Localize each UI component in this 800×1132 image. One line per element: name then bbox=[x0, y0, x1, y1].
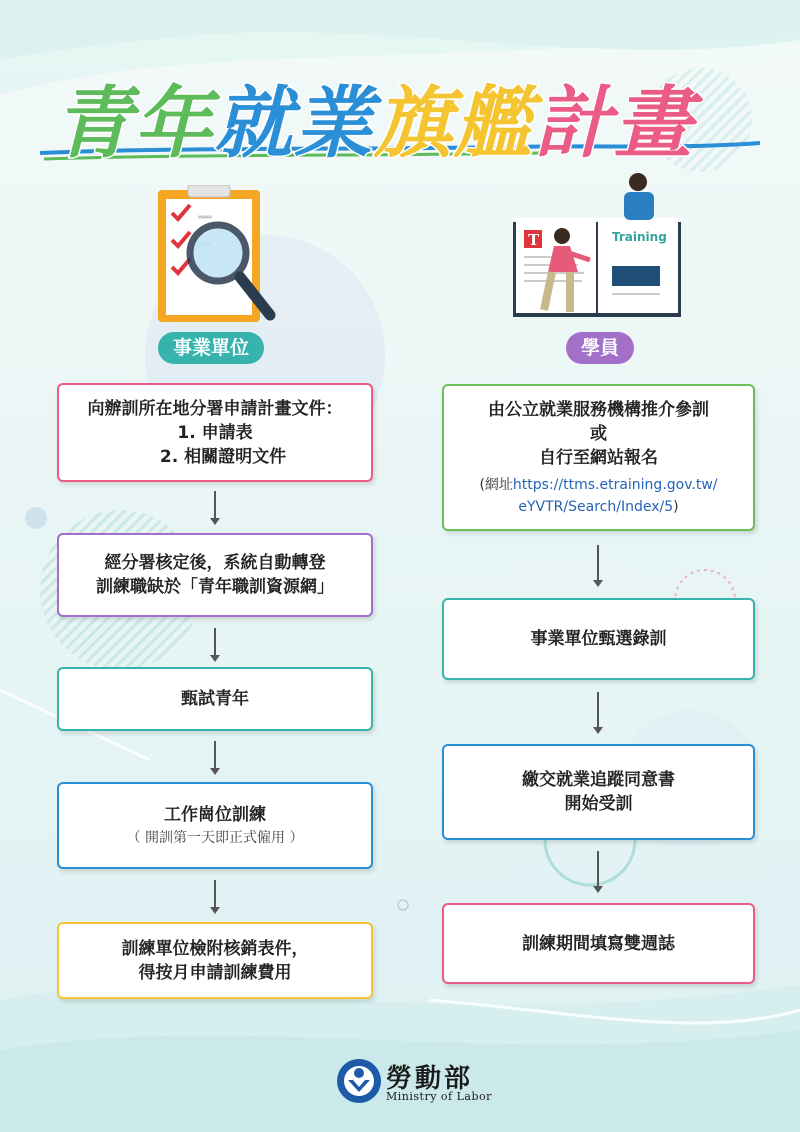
trainee-step-1 bbox=[442, 384, 755, 531]
svg-text:Training: Training bbox=[612, 230, 667, 244]
employer-step-1 bbox=[57, 383, 373, 482]
employer-step-2-line-1: 經分署核定後，系統自動轉登 bbox=[104, 553, 326, 573]
trainee-label: 學員 bbox=[566, 332, 634, 364]
page-title bbox=[54, 61, 694, 173]
employer-step-1-item-1: 1. 申請表 bbox=[177, 422, 253, 443]
ministry-name: 勞動部 bbox=[386, 1064, 474, 1094]
title-part-4: 計畫 bbox=[534, 79, 695, 169]
trainee-step-1-line-3: 自行至網站報名 bbox=[539, 447, 658, 468]
arrow-down bbox=[210, 880, 220, 914]
trainee-step-3 bbox=[442, 744, 755, 840]
url-prefix: (網址 bbox=[479, 476, 513, 493]
ministry-of-labor-logo-icon bbox=[336, 1058, 382, 1104]
title-part-3: 旗艦 bbox=[374, 79, 535, 169]
trainee-step-2 bbox=[442, 598, 755, 680]
arrow-down bbox=[210, 491, 220, 525]
employer-step-1-item-2: 2. 相關證明文件 bbox=[159, 446, 287, 467]
employer-step-5 bbox=[57, 922, 373, 999]
trainee-step-3-line-1: 繳交就業追蹤同意書 bbox=[522, 770, 675, 790]
employer-step-4 bbox=[57, 782, 373, 869]
checklist-magnifier-icon bbox=[150, 185, 280, 330]
trainee-step-2-text: 事業單位甄選錄訓 bbox=[530, 629, 667, 649]
url-link-part-1[interactable]: https://ttms.etraining.gov.tw/ bbox=[512, 476, 718, 493]
arrow-down bbox=[210, 628, 220, 662]
arrow-down bbox=[593, 692, 603, 734]
trainee-step-1-line-1: 由公立就業服務機構推介參訓 bbox=[488, 399, 709, 420]
title-banner bbox=[40, 55, 760, 169]
trainee-step-1-or: 或 bbox=[590, 423, 607, 444]
employer-step-3-text: 甄試青年 bbox=[181, 689, 249, 709]
trainee-step-4-text: 訓練期間填寫雙週誌 bbox=[522, 933, 675, 954]
employer-step-3 bbox=[57, 667, 373, 731]
employer-step-2 bbox=[57, 533, 373, 617]
svg-text:T: T bbox=[528, 231, 540, 249]
employer-step-4-note: （ 開訓第一天即正式僱用 ） bbox=[126, 829, 304, 846]
employer-step-5-line-2: 得按月申請訓練費用 bbox=[138, 962, 292, 983]
title-part-2: 就業 bbox=[214, 79, 375, 169]
trainee-step-3-line-2: 開始受訓 bbox=[564, 794, 633, 814]
trainee-step-4 bbox=[442, 903, 755, 984]
arrow-down bbox=[593, 545, 603, 587]
url-suffix: ) bbox=[673, 498, 679, 515]
ministry-name-en: Ministry of Labor bbox=[386, 1090, 492, 1103]
employer-step-5-line-1: 訓練單位檢附核銷表件， bbox=[121, 938, 309, 959]
employer-step-4-text: 工作崗位訓練 bbox=[164, 804, 266, 825]
employer-step-1-text: 向辦訓所在地分署申請計畫文件： bbox=[87, 398, 343, 419]
title-part-1: 青年 bbox=[54, 79, 215, 169]
employer-step-2-line-2: 訓練職缺於「青年職訓資源網」 bbox=[96, 577, 334, 597]
arrow-down bbox=[210, 741, 220, 775]
employer-label: 事業單位 bbox=[158, 332, 264, 364]
ministry-logo bbox=[336, 1056, 506, 1108]
url-link-part-2[interactable]: eYVTR/Search/Index/5 bbox=[518, 498, 674, 515]
registration-url bbox=[479, 474, 717, 518]
training-book-icon bbox=[508, 172, 688, 332]
arrow-down bbox=[593, 851, 603, 893]
